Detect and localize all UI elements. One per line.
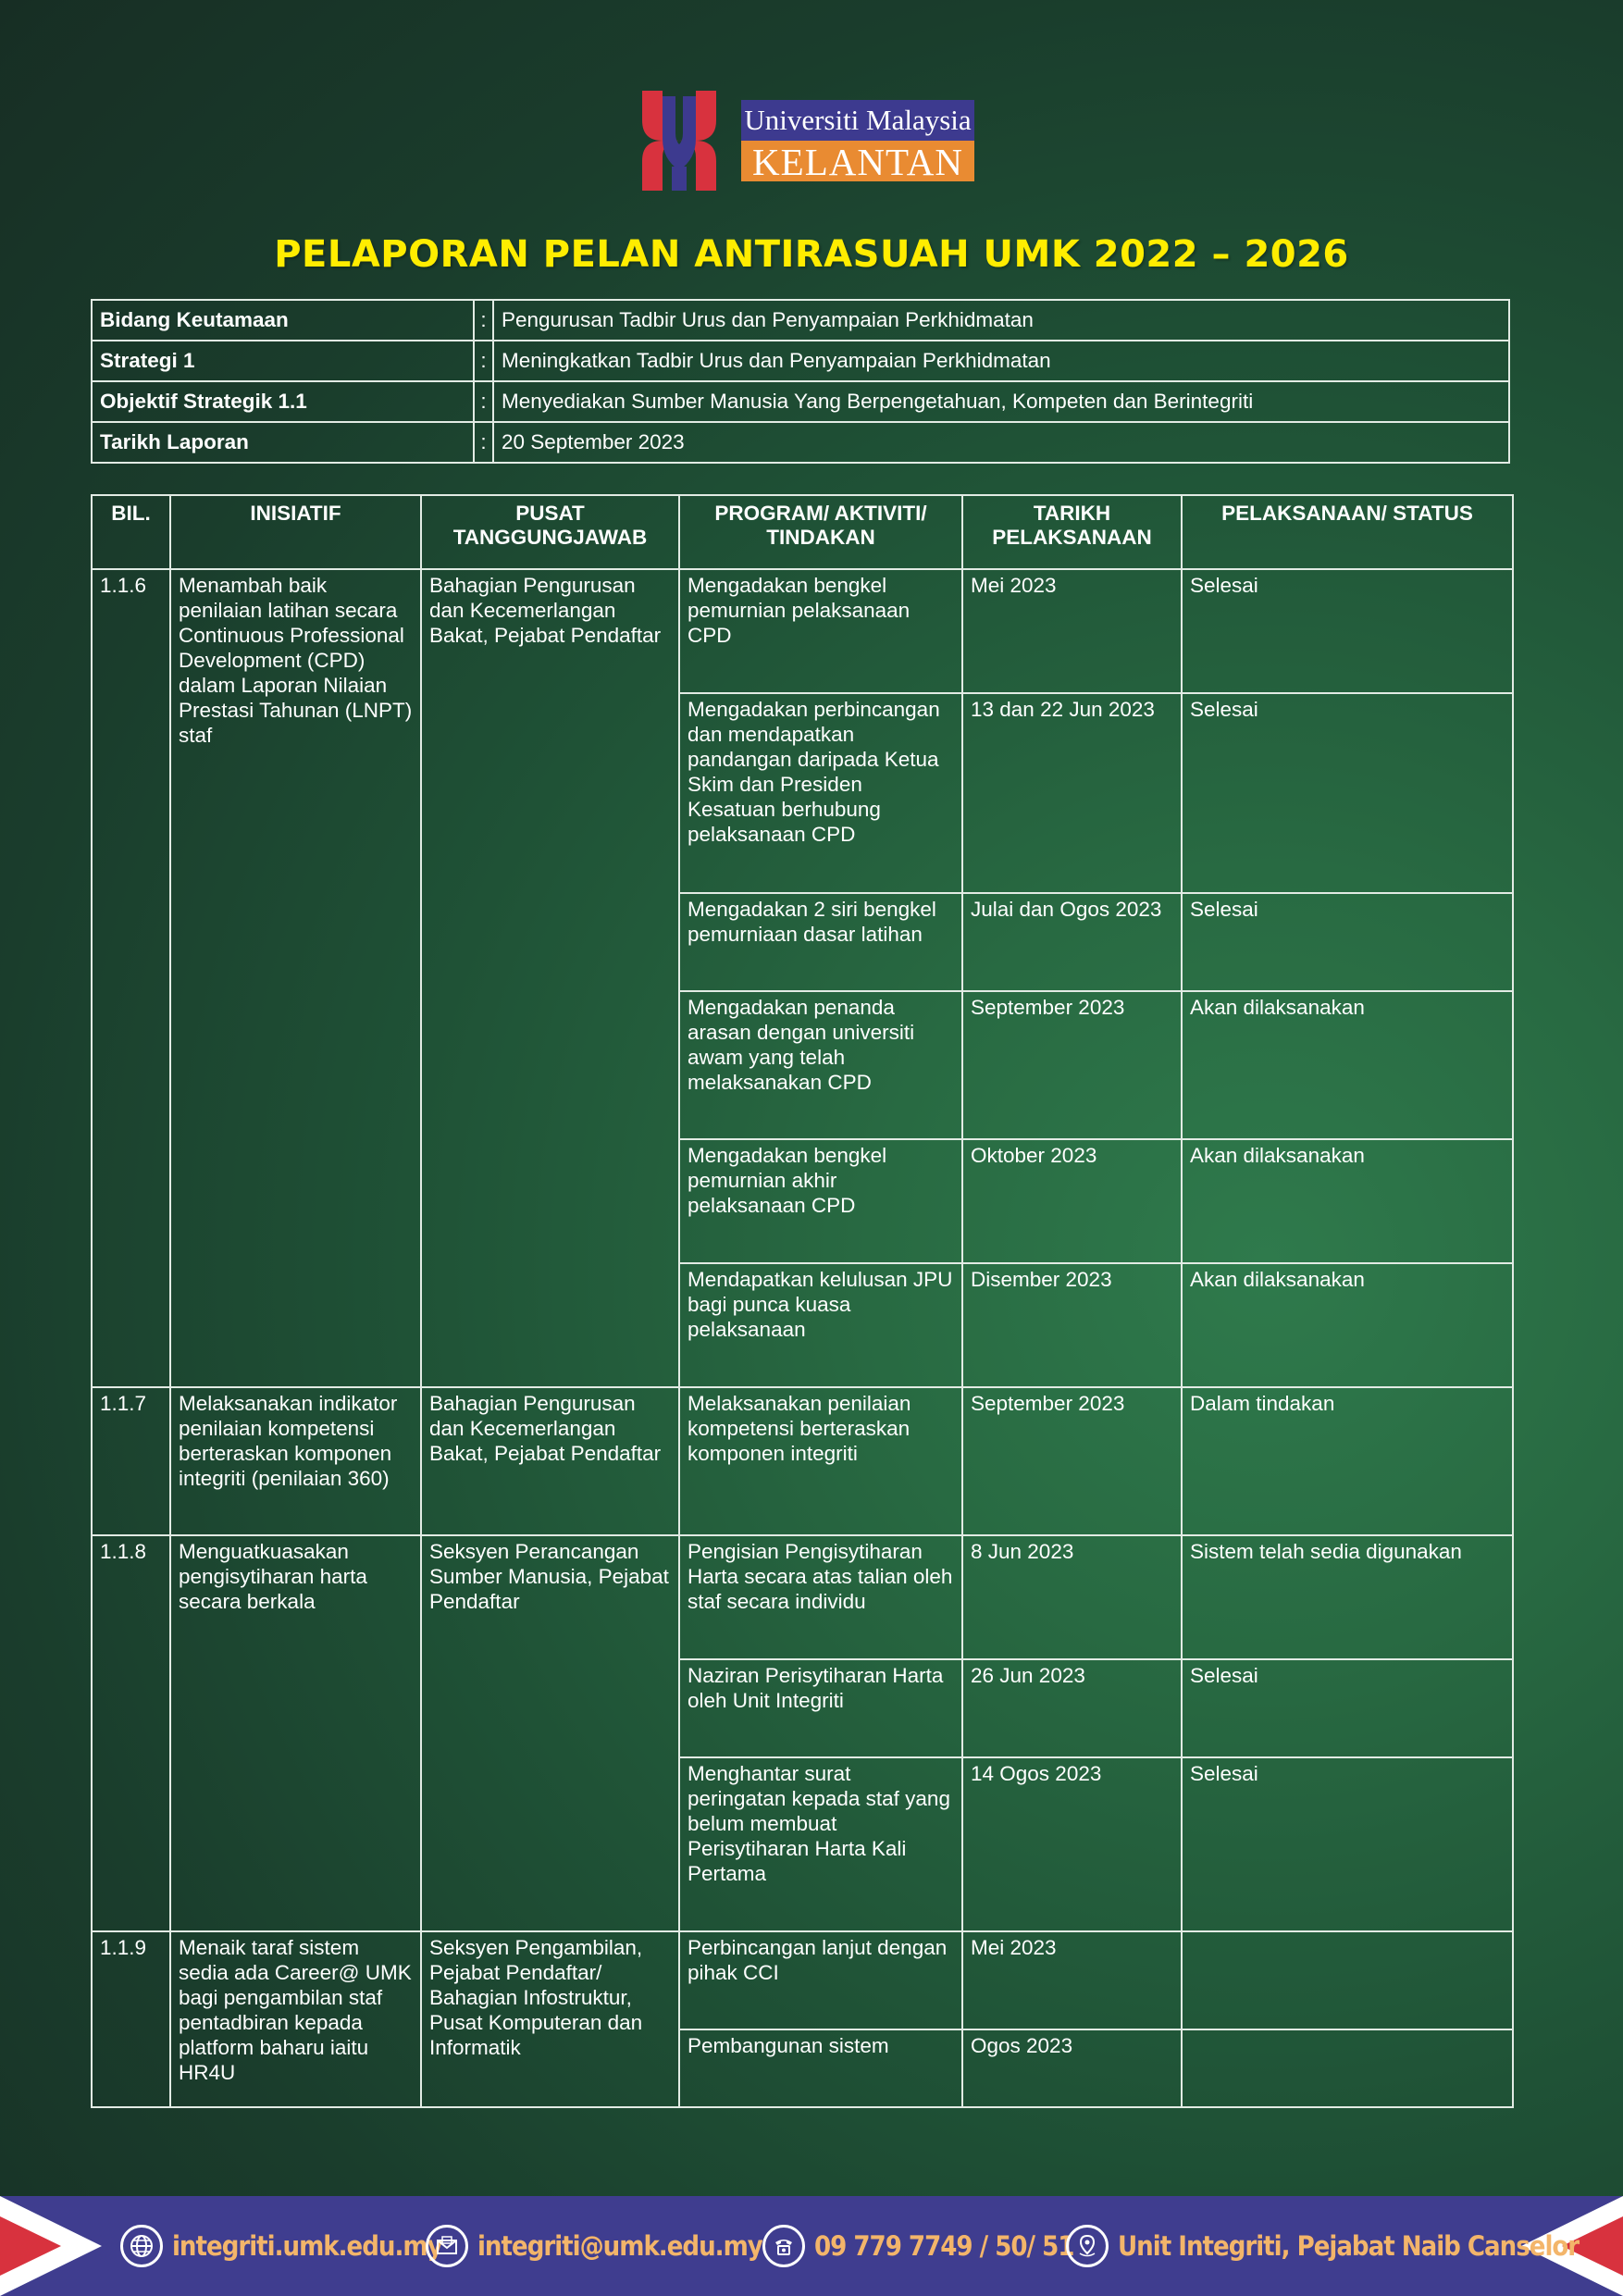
program-cell: Pengisian Pengisytiharan Harta secara atas talian oleh staf secara individu [679,1535,962,1659]
tarikh-cell: Julai dan Ogos 2023 [962,893,1182,991]
footer-location-text: Unit Integriti, Pejabat Naib Canselor [1118,2230,1580,2262]
tarikh-cell: Ogos 2023 [962,2029,1182,2107]
university-logo [635,87,988,194]
tarikh-cell: 8 Jun 2023 [962,1535,1182,1659]
header-pusat: PUSAT TANGGUNGJAWAB [421,495,679,569]
program-cell: Perbincangan lanjut dengan pihak CCI [679,1931,962,2029]
header-status: PELAKSANAAN/ STATUS [1182,495,1513,569]
table-row [92,1931,1513,2029]
status-cell: Selesai [1182,1757,1513,1931]
header-tarikh: TARIKH PELAKSANAAN [962,495,1182,569]
status-cell: Selesai [1182,693,1513,893]
status-cell [1182,2029,1513,2107]
status-cell: Akan dilaksanakan [1182,1263,1513,1387]
footer-phone-text: 09 779 7749 / 50/ 51 [814,2230,1074,2262]
header-bil: BIL. [92,495,170,569]
tarikh-cell: Mei 2023 [962,569,1182,693]
mail-icon [426,2225,468,2267]
footer-phone[interactable] [762,2196,1073,2296]
info-separator: : [474,341,493,381]
status-cell: Akan dilaksanakan [1182,1139,1513,1263]
table-row [92,1387,1513,1535]
info-value: Meningkatkan Tadbir Urus dan Penyampaian Perkhidmatan [493,341,1509,381]
tarikh-cell: September 2023 [962,1387,1182,1535]
bil-cell: 1.1.8 [92,1535,170,1931]
tarikh-cell: 14 Ogos 2023 [962,1757,1182,1931]
footer-website-text: integriti.umk.edu.my [172,2230,442,2262]
program-cell: Naziran Perisytiharan Harta oleh Unit Integriti [679,1659,962,1757]
footer-website[interactable] [120,2196,442,2296]
table-header-row [92,495,1513,569]
bil-cell: 1.1.7 [92,1387,170,1535]
tarikh-cell: Oktober 2023 [962,1139,1182,1263]
info-value: Pengurusan Tadbir Urus dan Penyampaian Perkhidmatan [493,300,1509,341]
page-title: PELAPORAN PELAN ANTIRASUAH UMK 2022 – 2026 [274,233,1349,276]
program-cell: Melaksanakan penilaian kompetensi berteraskan komponen integriti [679,1387,962,1535]
tarikh-cell: September 2023 [962,991,1182,1139]
program-cell: Menghantar surat peringatan kepada staf yang belum membuat Perisytiharan Harta Kali Pertama [679,1757,962,1931]
info-label: Bidang Keutamaan [92,300,474,341]
tarikh-cell: 26 Jun 2023 [962,1659,1182,1757]
inisiatif-cell: Menaik taraf sistem sedia ada Career@ UMK bagi pengambilan staf pentadbiran kepada platform baharu iaitu HR4U [170,1931,421,2107]
report-info-table [91,299,1510,464]
tarikh-cell: Mei 2023 [962,1931,1182,2029]
info-label: Objektif Strategik 1.1 [92,381,474,422]
logo-text-kelantan: KELANTAN [741,141,974,181]
info-value: Menyediakan Sumber Manusia Yang Berpengetahuan, Kompeten dan Berintegriti [493,381,1509,422]
status-cell: Selesai [1182,1659,1513,1757]
info-value: 20 September 2023 [493,422,1509,463]
program-cell: Pembangunan sistem [679,2029,962,2107]
initiatives-table [91,494,1514,2108]
tarikh-cell: Disember 2023 [962,1263,1182,1387]
phone-icon [762,2225,805,2267]
pusat-cell: Seksyen Perancangan Sumber Manusia, Pejabat Pendaftar [421,1535,679,1931]
info-row [92,300,1509,341]
location-pin-icon [1066,2225,1109,2267]
pusat-cell: Bahagian Pengurusan dan Kecemerlangan Bakat, Pejabat Pendaftar [421,569,679,1387]
bil-cell: 1.1.6 [92,569,170,1387]
info-label: Strategi 1 [92,341,474,381]
header-inisiatif: INISIATIF [170,495,421,569]
program-cell: Mendapatkan kelulusan JPU bagi punca kuasa pelaksanaan [679,1263,962,1387]
status-cell: Selesai [1182,893,1513,991]
footer-email-text: integriti@umk.edu.my [477,2230,762,2262]
umk-logo-mark-icon [635,87,724,194]
status-cell: Sistem telah sedia digunakan [1182,1535,1513,1659]
status-cell: Akan dilaksanakan [1182,991,1513,1139]
pusat-cell: Seksyen Pengambilan, Pejabat Pendaftar/ Bahagian Infostruktur, Pusat Komputeran dan Informatik [421,1931,679,2107]
pusat-cell: Bahagian Pengurusan dan Kecemerlangan Bakat, Pejabat Pendaftar [421,1387,679,1535]
inisiatif-cell: Menguatkuasakan pengisytiharan harta secara berkala [170,1535,421,1931]
program-cell: Mengadakan perbincangan dan mendapatkan pandangan daripada Ketua Skim dan Presiden Kesatuan berhubung pelaksanaan CPD [679,693,962,893]
footer-left-flag-icon [0,2196,102,2296]
footer-email[interactable] [426,2196,762,2296]
footer-bar [0,2196,1623,2296]
info-row [92,381,1509,422]
info-separator: : [474,300,493,341]
footer-location[interactable] [1066,2196,1579,2296]
inisiatif-cell: Melaksanakan indikator penilaian kompetensi berteraskan komponen integriti (penilaian 360) [170,1387,421,1535]
bil-cell: 1.1.9 [92,1931,170,2107]
program-cell: Mengadakan bengkel pemurnian akhir pelaksanaan CPD [679,1139,962,1263]
program-cell: Mengadakan penanda arasan dengan universiti awam yang telah melaksanakan CPD [679,991,962,1139]
tarikh-cell: 13 dan 22 Jun 2023 [962,693,1182,893]
info-row [92,422,1509,463]
inisiatif-cell: Menambah baik penilaian latihan secara Continuous Professional Development (CPD) dalam Laporan Nilaian Prestasi Tahunan (LNPT) staf [170,569,421,1387]
globe-icon [120,2225,163,2267]
table-row [92,569,1513,693]
status-cell: Dalam tindakan [1182,1387,1513,1535]
info-separator: : [474,422,493,463]
status-cell: Selesai [1182,569,1513,693]
program-cell: Mengadakan 2 siri bengkel pemurniaan dasar latihan [679,893,962,991]
info-label: Tarikh Laporan [92,422,474,463]
status-cell [1182,1931,1513,2029]
header-program: PROGRAM/ AKTIVITI/ TINDAKAN [679,495,962,569]
info-separator: : [474,381,493,422]
program-cell: Mengadakan bengkel pemurnian pelaksanaan CPD [679,569,962,693]
logo-text-university: Universiti Malaysia [741,100,974,141]
table-row [92,1535,1513,1659]
info-row [92,341,1509,381]
